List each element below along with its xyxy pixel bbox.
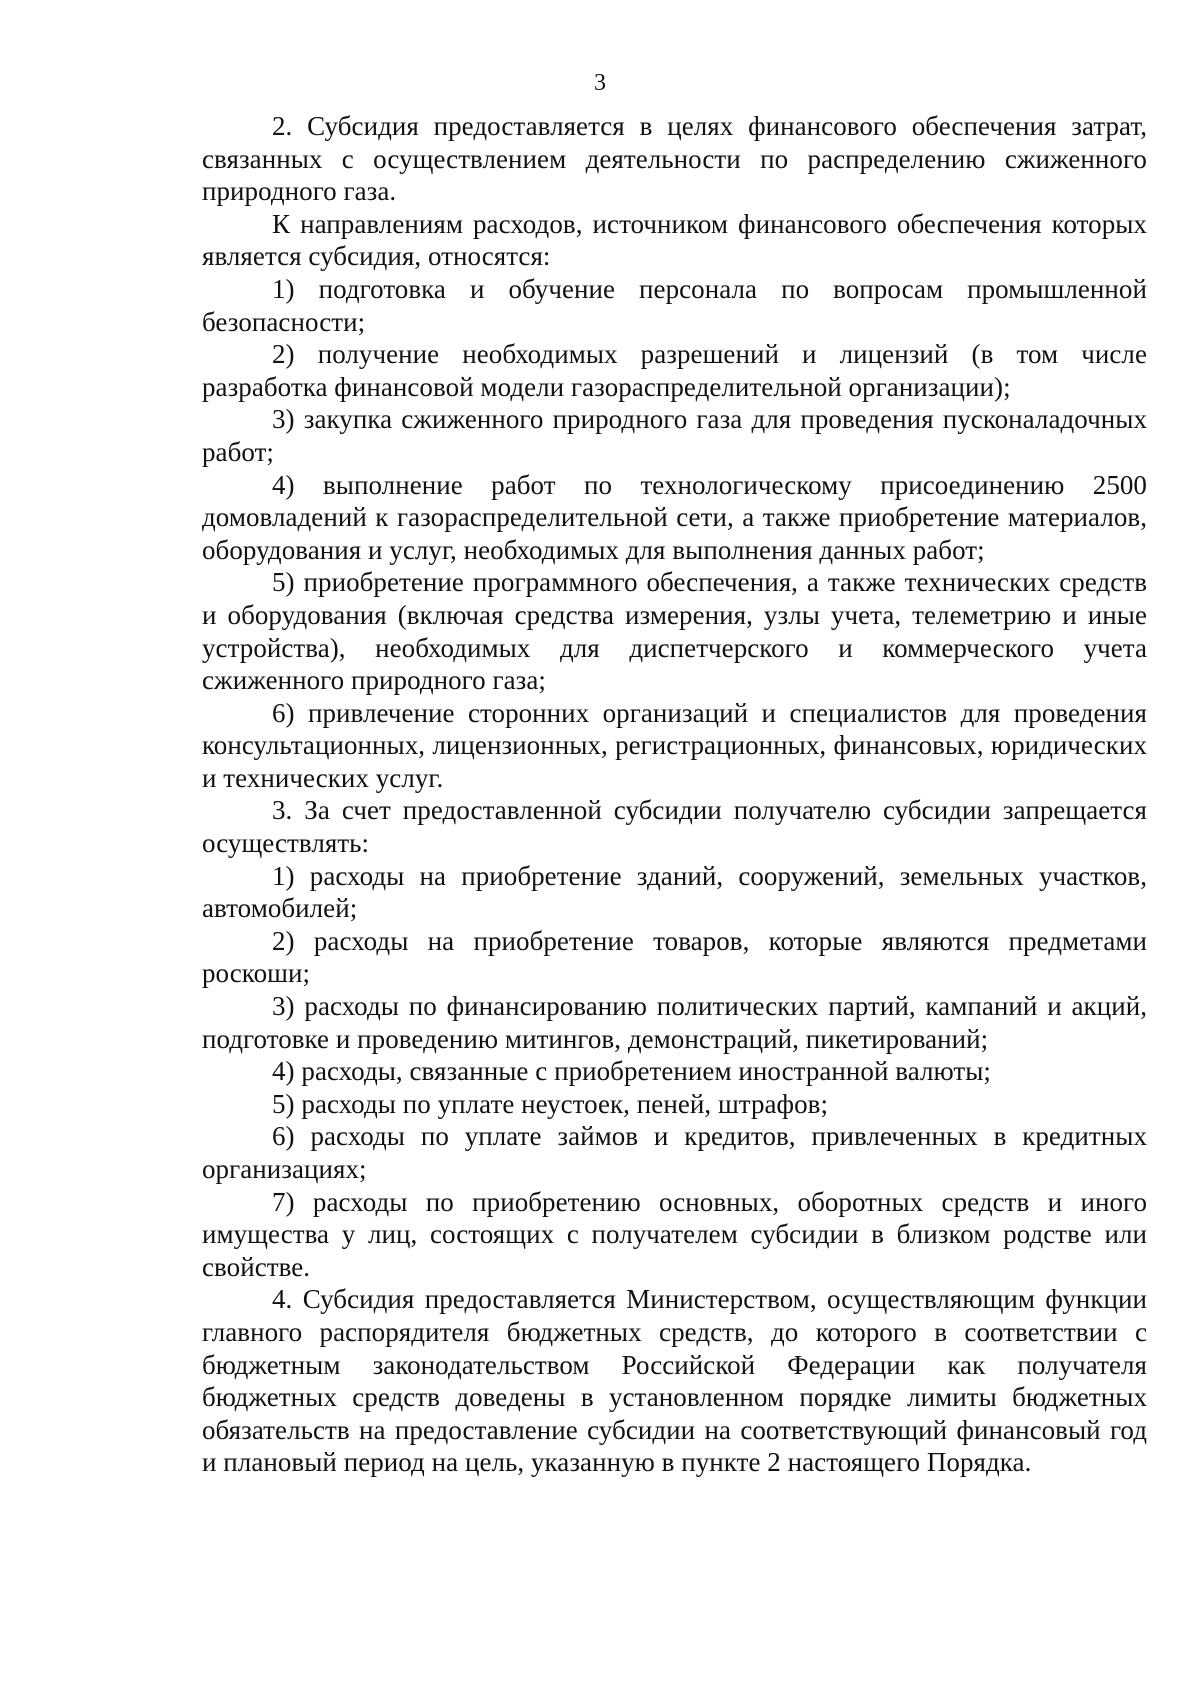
list-item-penalties: 5) расходы по уплате неустоек, пеней, штрафов; — [272, 1088, 828, 1119]
list-item-third-party-services: 6) привлечение сторонних организаций и специалистов для проведения консультационных, лицензионных, регистрационных, финансовых, юридических и технических услуг. — [202, 697, 1147, 793]
list-item-lng-purchase: 3) закупка сжиженного природного газа для проведения пусконаладочных работ; — [202, 404, 1147, 467]
list-item-foreign-currency: 4) расходы, связанные с приобретением иностранной валюты; — [272, 1056, 991, 1087]
list-item-permits-licenses: 2) получение необходимых разрешений и лицензий (в том числе разработка финансовой модели газораспределительной организации); — [202, 339, 1147, 402]
list-item-loans-credits: 6) расходы по уплате займов и кредитов, привлеченных в кредитных организациях; — [202, 1121, 1147, 1184]
paragraph-4-subsidy-provider: 4. Субсидия предоставляется Министерством, осуществляющим функции главного распорядителя бюджетных средств, до которого в соответствии с бюджетным законодательством Российской Федерации как получателя бюджетных средств доведены в установленном порядке лимиты бюджетных обязательств на предоставление субсидии на соответствующий финансовый год и плановый период на цель, указанную в пункте 2 настоящего Порядка. — [202, 1284, 1147, 1478]
page-number: 3 — [594, 70, 606, 96]
list-item-technological-connection: 4) выполнение работ по технологическому присоединению 2500 домовладений к газораспределительной сети, а также приобретение материалов, оборудования и услуг, необходимых для выполнения данных работ; — [202, 469, 1147, 565]
document-body — [202, 110, 1147, 1479]
list-item-buildings-vehicles: 1) расходы на приобретение зданий, сооружений, земельных участков, автомобилей; — [202, 860, 1147, 924]
paragraph-3-prohibitions-intro: 3. За счет предоставленной субсидии получателю субсидии запрещается осуществлять: — [202, 795, 1147, 859]
paragraph-expense-directions-intro: К направлениям расходов, источником финансового обеспечения которых является субсидия, относятся: — [202, 208, 1147, 272]
list-item-political-financing: 3) расходы по финансированию политических партий, кампаний и акций, подготовке и проведению митингов, демонстраций, пикетирований; — [202, 991, 1147, 1054]
list-item-related-parties: 7) расходы по приобретению основных, оборотных средств и иного имущества у лиц, состоящих с получателем субсидии в близком родстве или свойстве. — [202, 1186, 1147, 1282]
list-item-staff-training: 1) подготовка и обучение персонала по вопросам промышленной безопасности; — [202, 273, 1147, 337]
list-item-luxury-goods: 2) расходы на приобретение товаров, которые являются предметами роскоши; — [202, 925, 1147, 989]
list-item-software-equipment: 5) приобретение программного обеспечения, а также технических средств и оборудования (включая средства измерения, узлы учета, телеметрию и иные устройства), необходимых для диспетчерского и коммерческого учета сжиженного природного газа; — [202, 567, 1147, 696]
paragraph-2-purpose: 2. Субсидия предоставляется в целях финансового обеспечения затрат, связанных с осуществлением деятельности по распределению сжиженного природного газа. — [202, 111, 1147, 207]
